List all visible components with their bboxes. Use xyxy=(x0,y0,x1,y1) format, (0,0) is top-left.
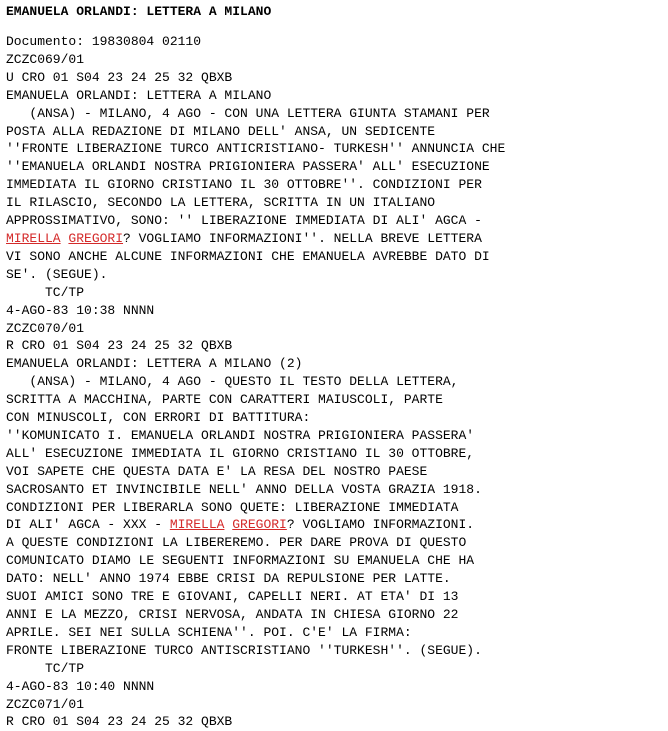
text-segment: EMANUELA ORLANDI: LETTERA A MILANO (2) xyxy=(6,356,303,372)
text-segment: IMMEDIATA IL GIORNO CRISTIANO IL 30 OTTOBRE''. CONDIZIONI PER xyxy=(6,177,482,193)
text-line xyxy=(6,302,668,320)
text-line xyxy=(6,123,668,141)
text-line xyxy=(6,534,668,552)
text-line xyxy=(6,266,668,284)
text-segment: ''EMANUELA ORLANDI NOSTRA PRIGIONIERA PASSERA' ALL' ESECUZIONE xyxy=(6,159,490,175)
text-segment: R CRO 01 S04 23 24 25 32 QBXB xyxy=(6,338,233,354)
text-line xyxy=(6,87,668,105)
text-line xyxy=(6,284,668,302)
document-body xyxy=(6,33,668,731)
text-segment: A QUESTE CONDIZIONI LA LIBEREREMO. PER DARE PROVA DI QUESTO xyxy=(6,535,467,551)
text-line xyxy=(6,33,668,51)
text-line xyxy=(6,624,668,642)
text-segment: CON MINUSCOLI, CON ERRORI DI BATTITURA: xyxy=(6,410,311,426)
text-line xyxy=(6,391,668,409)
text-line xyxy=(6,248,668,266)
text-segment: ZCZC070/01 xyxy=(6,320,85,336)
text-line xyxy=(6,194,668,212)
text-segment: ANNI E LA MEZZO, CRISI NERVOSA, ANDATA IN CHIESA GIORNO 22 xyxy=(6,607,459,622)
text-segment: IL RILASCIO, SECONDO LA LETTERA, SCRITTA IN UN ITALIANO xyxy=(6,195,436,211)
text-segment: ''KOMUNICATO I. EMANUELA ORLANDI NOSTRA PRIGIONIERA PASSERA' xyxy=(6,427,475,443)
text-segment: APPROSSIMATIVO, SONO: '' LIBERAZIONE IMMEDIATA DI ALI' AGCA - xyxy=(6,213,482,229)
text-segment: DI ALI' AGCA - XXX - xyxy=(6,517,170,533)
text-line xyxy=(6,105,668,123)
text-line xyxy=(6,230,668,248)
text-segment: APRILE. SEI NEI SULLA SCHIENA''. POI. C'E' LA FIRMA: xyxy=(6,624,412,640)
text-segment: VI SONO ANCHE ALCUNE INFORMAZIONI CHE EMANUELA AVREBBE DATO DI xyxy=(6,248,490,264)
text-line xyxy=(6,481,668,499)
text-line xyxy=(6,409,668,427)
text-segment: SACROSANTO ET INVINCIBILE NELL' ANNO DELLA VOSTA GRAZIA 1918. xyxy=(6,481,482,497)
text-segment: SCRITTA A MACCHINA, PARTE CON CARATTERI MAIUSCOLI, PARTE xyxy=(6,392,443,408)
text-line xyxy=(6,588,668,606)
text-segment: ? VOGLIAMO INFORMAZIONI''. NELLA BREVE LETTERA xyxy=(123,230,482,246)
text-segment: TC/TP xyxy=(6,284,85,300)
name-link[interactable]: GREGORI xyxy=(232,517,287,533)
text-segment: VOI SAPETE CHE QUESTA DATA E' LA RESA DEL NOSTRO PAESE xyxy=(6,463,428,479)
text-line xyxy=(6,373,668,391)
text-segment: SUOI AMICI SONO TRE E GIOVANI, CAPELLI NERI. AT ETA' DI 13 xyxy=(6,589,459,605)
text-line xyxy=(6,516,668,534)
name-link[interactable]: GREGORI xyxy=(68,230,124,246)
text-line xyxy=(6,642,668,660)
text-line xyxy=(6,678,668,696)
text-line xyxy=(6,320,668,338)
text-segment: (ANSA) - MILANO, 4 AGO - CON UNA LETTERA GIUNTA STAMANI PER xyxy=(6,105,490,121)
text-segment: Documento: 19830804 02110 xyxy=(6,34,202,49)
text-segment: FRONTE LIBERAZIONE TURCO ANTISCRISTIANO ''TURKESH''. (SEGUE). xyxy=(6,642,482,658)
text-segment: ? VOGLIAMO INFORMAZIONI. xyxy=(286,517,475,533)
text-line xyxy=(6,696,668,714)
text-line xyxy=(6,51,668,69)
text-segment: CONDIZIONI PER LIBERARLA SONO QUETE: LIBERAZIONE IMMEDIATA xyxy=(6,499,459,515)
text-segment: 4-AGO-83 10:38 NNNN xyxy=(6,302,155,318)
name-link[interactable]: MIRELLA xyxy=(6,230,61,246)
text-line xyxy=(6,212,668,230)
text-line xyxy=(6,552,668,570)
text-line xyxy=(6,140,668,158)
text-segment: R CRO 01 S04 23 24 25 32 QBXB xyxy=(6,714,233,730)
text-line xyxy=(6,713,668,731)
text-segment: SE'. (SEGUE). xyxy=(6,266,108,282)
text-line xyxy=(6,355,668,373)
text-line xyxy=(6,606,668,624)
text-line xyxy=(6,176,668,194)
text-segment: ALL' ESECUZIONE IMMEDIATA IL GIORNO CRISTIANO IL 30 OTTOBRE, xyxy=(6,445,475,461)
text-segment: EMANUELA ORLANDI: LETTERA A MILANO xyxy=(6,87,272,103)
text-segment: TC/TP xyxy=(6,660,85,676)
text-segment: ZCZC069/01 xyxy=(6,51,85,67)
text-segment: POSTA ALLA REDAZIONE DI MILANO DELL' ANSA, UN SEDICENTE xyxy=(6,123,436,139)
text-line xyxy=(6,570,668,588)
text-segment: ''FRONTE LIBERAZIONE TURCO ANTICRISTIANO- TURKESH'' ANNUNCIA CHE xyxy=(6,141,506,157)
text-segment: (ANSA) - MILANO, 4 AGO - QUESTO IL TESTO DELLA LETTERA, xyxy=(6,374,459,390)
text-line xyxy=(6,660,668,678)
text-line xyxy=(6,463,668,481)
document-title: EMANUELA ORLANDI: LETTERA A MILANO xyxy=(6,4,272,19)
text-line xyxy=(6,69,668,87)
text-segment: COMUNICATO DIAMO LE SEGUENTI INFORMAZIONI SU EMANUELA CHE HA xyxy=(6,553,475,569)
name-link[interactable]: MIRELLA xyxy=(169,517,225,533)
text-segment: 4-AGO-83 10:40 NNNN xyxy=(6,678,155,694)
text-line xyxy=(6,337,668,355)
text-line xyxy=(6,427,668,445)
text-segment: U CRO 01 S04 23 24 25 32 QBXB xyxy=(6,69,233,85)
text-segment: ZCZC071/01 xyxy=(6,696,85,712)
text-segment: DATO: NELL' ANNO 1974 EBBE CRISI DA REPULSIONE PER LATTE. xyxy=(6,571,451,587)
text-line xyxy=(6,499,668,517)
text-line xyxy=(6,158,668,176)
text-line xyxy=(6,445,668,463)
